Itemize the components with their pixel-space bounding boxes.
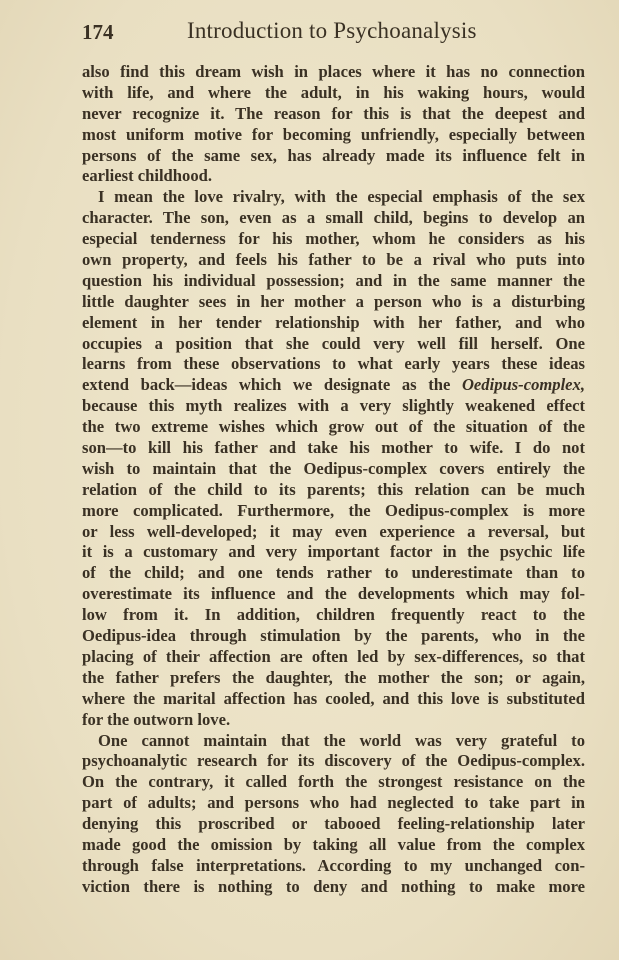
line-text: psychoanalytic research for its discovery of the Oedipus-complex. (82, 751, 585, 771)
line-text: denying this proscribed or tabooed feeling-relationship later (82, 814, 585, 834)
line-text: occupies a position that she could very well fill herself. One (82, 333, 585, 353)
line-text: element in her tender relationship with her father, and who (82, 312, 585, 332)
line-text: wish to maintain that the Oedipus-complex covers entirely the (82, 458, 585, 478)
line-text: especial tenderness for his mother, whom he considers as his (82, 229, 585, 249)
text-line (82, 731, 585, 752)
line-text: the father prefers the daughter, the mother the son; or again, (82, 667, 585, 687)
text-line (82, 208, 585, 229)
text-line (82, 710, 585, 731)
text-line (82, 480, 585, 501)
text-line (82, 772, 585, 793)
running-header (82, 18, 585, 48)
text-line (82, 835, 585, 856)
line-text: extend back—ideas which we designate as the (82, 375, 462, 395)
text-line (82, 250, 585, 271)
text-line (82, 271, 585, 292)
text-line (82, 62, 585, 83)
text-line (82, 146, 585, 167)
line-text: or less well-developed; it may even experience a reversal, but (82, 521, 585, 541)
line-text: where the marital affection has cooled, and this love is substituted (82, 688, 585, 708)
line-text: overestimate its influence and the developments which may fol- (82, 584, 585, 604)
text-line (82, 542, 585, 563)
line-text: Oedipus-idea through stimulation by the parents, who in the (82, 626, 585, 646)
line-text: learns from these observations to what early years these ideas (82, 354, 585, 374)
text-line (82, 751, 585, 772)
text-line (82, 396, 585, 417)
line-text: made good the omission by taking all value from the complex (82, 834, 585, 854)
text-line (82, 877, 585, 898)
line-text: never recognize it. The reason for this is that the deepest and (82, 103, 585, 123)
text-line (82, 856, 585, 877)
text-line (82, 814, 585, 835)
line-text: the two extreme wishes which grow out of the situation of the (82, 417, 585, 437)
line-text: viction there is nothing to deny and nothing to make more (82, 876, 585, 896)
italic-term: Oedipus-complex, (461, 375, 585, 395)
text-line (82, 292, 585, 313)
text-line (82, 334, 585, 355)
text-line (82, 125, 585, 146)
line-text: it is a customary and very important factor in the psychic life (82, 542, 585, 562)
line-text: On the contrary, it called forth the strongest resistance on the (82, 772, 585, 792)
text-line (82, 354, 585, 375)
line-text: more complicated. Furthermore, the Oedipus-complex is more (82, 500, 585, 520)
line-text: I mean the love rivalry, with the especial emphasis of the sex (98, 187, 585, 207)
line-text: most uniform motive for becoming unfriendly, especially between (82, 124, 585, 144)
body-text (82, 62, 585, 898)
line-text: own property, and feels his father to be a rival who puts into (82, 250, 585, 270)
line-text: for the outworn love. (82, 709, 231, 729)
text-line (82, 605, 585, 626)
text-line (82, 229, 585, 250)
line-text: because this myth realizes with a very slightly weakened effect (82, 396, 585, 416)
line-text: low from it. In addition, children frequently react to the (82, 605, 585, 625)
text-line (82, 793, 585, 814)
line-text: One cannot maintain that the world was very grateful to (98, 730, 585, 750)
text-line (82, 563, 585, 584)
page-number: 174 (82, 20, 114, 44)
line-text: part of adults; and persons who had neglected to take part in (82, 793, 585, 813)
line-text: with life, and where the adult, in his waking hours, would (82, 82, 585, 102)
line-text: question his individual possession; and in the same manner the (82, 270, 585, 290)
text-line (82, 689, 585, 710)
text-line (82, 313, 585, 334)
text-line (82, 647, 585, 668)
line-text: of the child; and one tends rather to underestimate than to (82, 563, 585, 583)
line-text: through false interpretations. According to my unchanged con- (82, 855, 585, 875)
line-text: relation of the child to its parents; this relation can be much (82, 479, 585, 499)
text-line (82, 83, 585, 104)
text-line (82, 438, 585, 459)
text-line (82, 417, 585, 438)
text-line (82, 668, 585, 689)
line-text: little daughter sees in her mother a person who is a disturbing (82, 291, 585, 311)
line-text: persons of the same sex, has already made its influence felt in (82, 145, 585, 165)
text-line (82, 187, 585, 208)
running-title: Introduction to Psychoanalysis (187, 18, 477, 43)
text-line (82, 166, 585, 187)
text-line (82, 459, 585, 480)
text-line (82, 375, 585, 396)
text-line (82, 584, 585, 605)
text-line (82, 104, 585, 125)
line-text: son—to kill his father and take his mother to wife. I do not (82, 438, 585, 458)
line-text: placing of their affection are often led by sex-differences, so that (82, 646, 585, 666)
text-line (82, 626, 585, 647)
text-line (82, 501, 585, 522)
line-text: also find this dream wish in places where it has no connection (82, 62, 585, 81)
line-text: earliest childhood. (82, 166, 212, 186)
line-text: character. The son, even as a small child, begins to develop an (82, 208, 585, 228)
text-line (82, 522, 585, 543)
